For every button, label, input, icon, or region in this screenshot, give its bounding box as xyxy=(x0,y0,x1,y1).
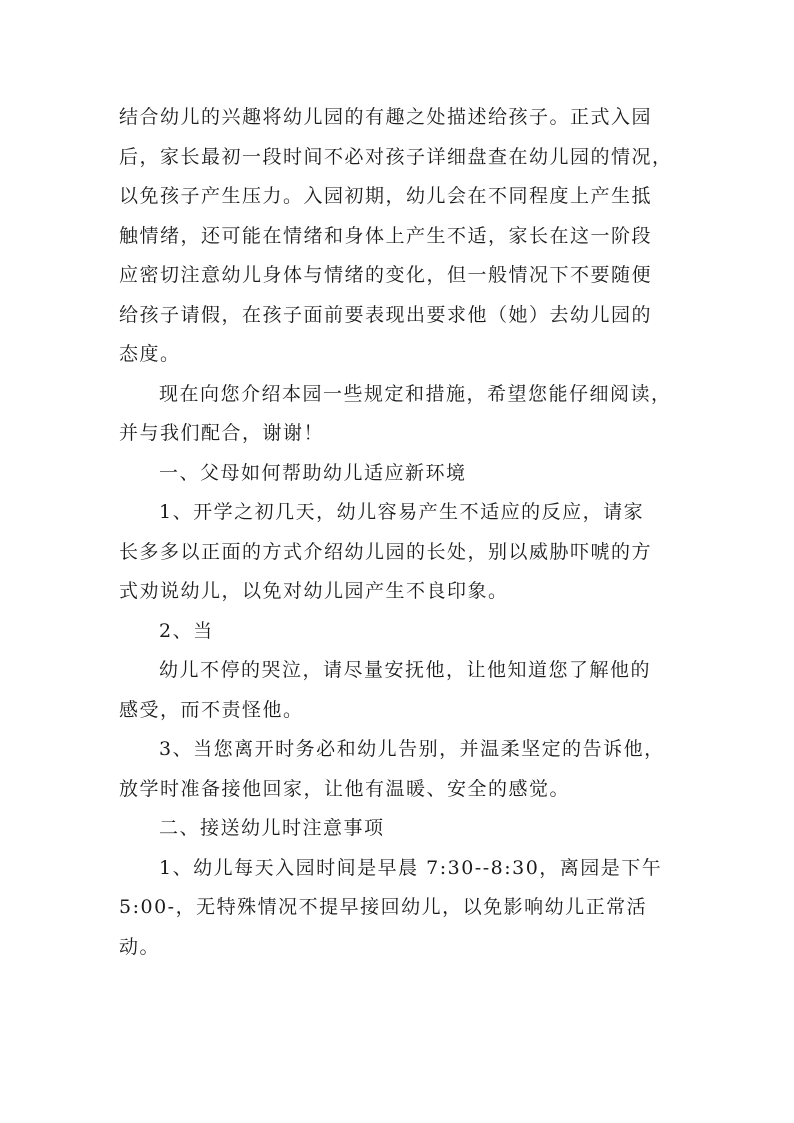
section-heading: 二、接送幼儿时注意事项 xyxy=(159,817,385,839)
section-heading: 一、父母如何帮助幼儿适应新环境 xyxy=(159,461,467,484)
text-line: 1、开学之初几天，幼儿容易产生不适应的反应，请家 xyxy=(159,501,645,523)
text-line: 放学时准备接他回家，让他有温暖、安全的感觉。 xyxy=(119,777,571,800)
text-line: 5:00-，无特殊情况不提早接回幼儿，以免影响幼儿正常活 xyxy=(119,896,648,918)
text-line: 1、幼儿每天入园时间是早晨 7:30--8:30，离园是下午 xyxy=(159,856,663,879)
text-line: 现在向您介绍本园一些规定和措施，希望您能仔细阅读， xyxy=(159,382,672,405)
text-line: 3、当您离开时务必和幼儿告别，并温柔坚定的告诉他， xyxy=(159,738,665,760)
text-line: 并与我们配合，谢谢！ xyxy=(119,422,325,444)
text-line: 应密切注意幼儿身体与情绪的变化，但一般情况下不要随便 xyxy=(119,264,653,286)
text-line: 触情绪，还可能在情绪和身体上产生不适，家长在这一阶段 xyxy=(119,224,653,247)
text-line: 感受，而不责怪他。 xyxy=(119,698,304,721)
text-line: 以免孩子产生压力。入园初期，幼儿会在不同程度上产生抵 xyxy=(119,185,653,207)
text-line: 幼儿不停的哭泣，请尽量安抚他，让他知道您了解他的 xyxy=(159,659,652,681)
text-line: 结合幼儿的兴趣将幼儿园的有趣之处描述给孩子。正式入园 xyxy=(119,106,653,128)
document-body xyxy=(119,98,679,967)
text-line: 长多多以正面的方式介绍幼儿园的长处，别以威胁吓唬的方 xyxy=(119,540,653,563)
text-line: 2、当 xyxy=(159,619,214,642)
text-line: 后，家长最初一段时间不必对孩子详细盘查在幼儿园的情况， xyxy=(119,145,673,168)
text-line: 动。 xyxy=(119,935,161,958)
text-line: 态度。 xyxy=(119,343,181,365)
text-line: 式劝说幼儿，以免对幼儿园产生不良印象。 xyxy=(119,580,509,602)
text-line: 给孩子请假，在孩子面前要表现出要求他（她）去幼儿园的 xyxy=(119,303,653,326)
